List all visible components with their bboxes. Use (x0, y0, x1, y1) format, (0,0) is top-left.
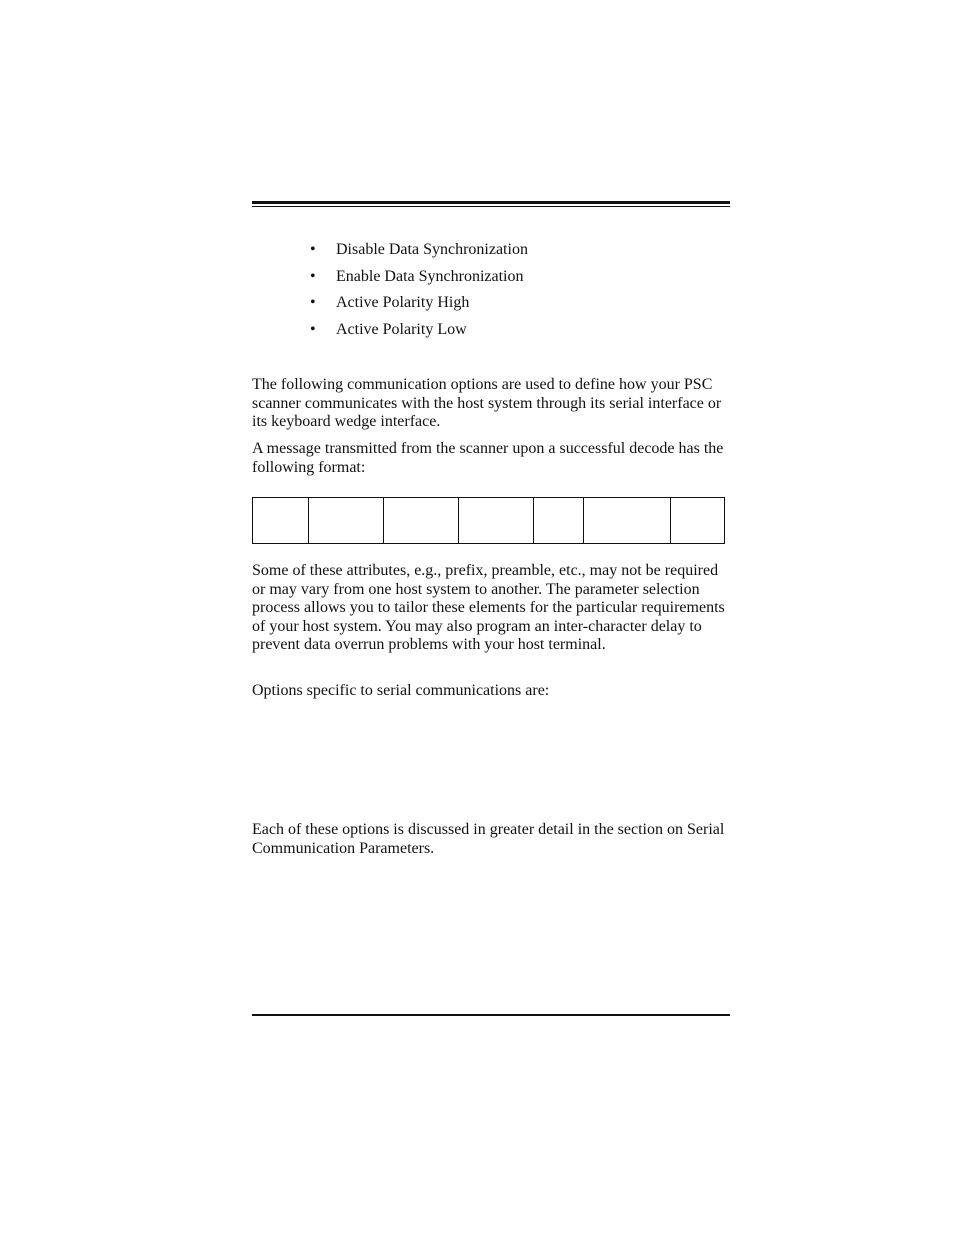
header-rule-thick (252, 201, 730, 204)
message-format-table (252, 497, 725, 544)
bullet-icon: • (310, 267, 316, 285)
bullet-icon: • (310, 294, 316, 312)
serial-options-paragraph: Options specific to serial communications are: (252, 682, 550, 699)
list-item-label: Enable Data Synchronization (336, 267, 524, 285)
intro-paragraph: The following communication options are used to define how your PSC scanner communicates with the host system through its serial interface or its keyboard wedge interface. (252, 376, 722, 431)
format-cell (384, 498, 459, 543)
list-item-label: Disable Data Synchronization (336, 241, 528, 258)
list-item-label: Active Polarity Low (336, 320, 467, 338)
bullet-icon: • (310, 241, 316, 258)
format-cell (584, 498, 671, 543)
message-format-paragraph: A message transmitted from the scanner upon a successful decode has the following format: (252, 440, 724, 476)
format-cell (253, 498, 309, 543)
attributes-paragraph: Some of these attributes, e.g., prefix, preamble, etc., may not be required or may vary from one host system to another. The parameter selection process allows you to tailor these elements for the particular requirements of your host system. You may also program an inter-character delay to prevent data overrun problems with your host terminal. (252, 562, 725, 654)
format-cell (671, 498, 724, 543)
details-paragraph: Each of these options is discussed in greater detail in the section on Serial Communication Parameters. (252, 821, 725, 857)
format-cell (534, 498, 584, 543)
format-cell (309, 498, 384, 543)
footer-rule (252, 1014, 730, 1016)
list-item-label: Active Polarity High (336, 294, 470, 312)
format-cell (459, 498, 534, 543)
bullet-icon: • (310, 320, 316, 338)
header-rule-thin (252, 206, 730, 207)
